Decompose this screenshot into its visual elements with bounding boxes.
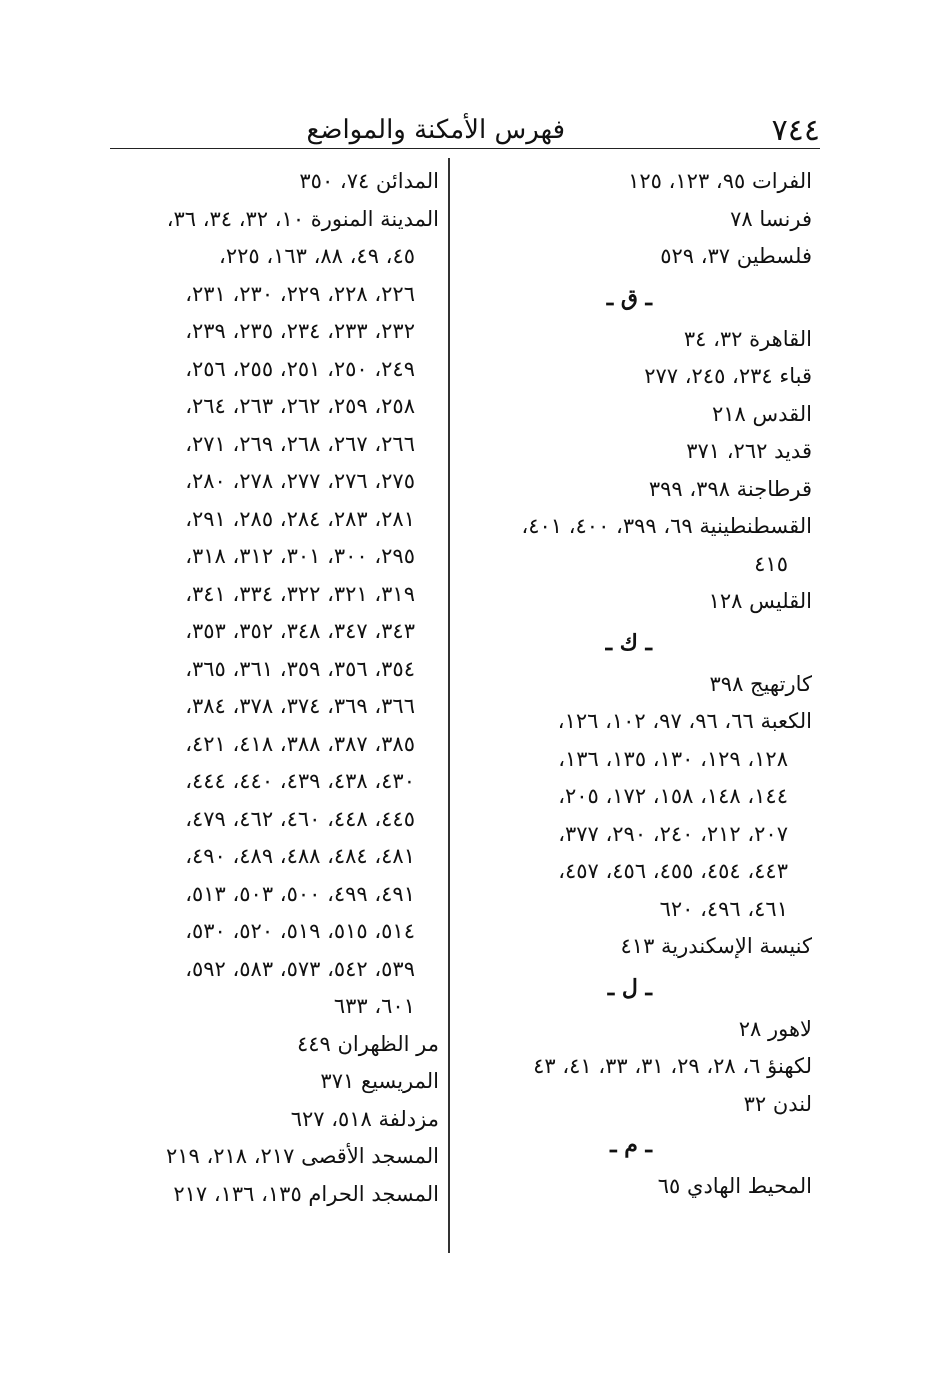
index-entry: قديد ٢٦٢، ٣٧١ bbox=[686, 439, 812, 463]
index-entry-continuation: ١٢٨، ١٢٩، ١٣٠، ١٣٥، ١٣٦، bbox=[558, 746, 788, 771]
index-entry-continuation: ١٤٤، ١٤٨، ١٥٨، ١٧٢، ٢٠٥، bbox=[558, 784, 788, 808]
index-entry-continuation: ٤٣٠، ٤٣٨، ٤٣٩، ٤٤٠، ٤٤٤، bbox=[185, 769, 415, 793]
index-column-right bbox=[482, 163, 812, 1206]
index-entry-continuation: ٣١٩، ٣٢١، ٣٢٢، ٣٣٤، ٣٤١، bbox=[185, 581, 415, 606]
index-entry: الكعبة ٦٦، ٩٦، ٩٧، ١٠٢، ١٢٦، bbox=[557, 709, 812, 733]
index-entry: مزدلفة ٥١٨، ٦٢٧ bbox=[290, 1106, 439, 1131]
index-entry-continuation: ٢٨١، ٢٨٣، ٢٨٤، ٢٨٥، ٢٩١، bbox=[185, 506, 415, 531]
index-entry-continuation: ٦٠١، ٦٣٣ bbox=[333, 994, 415, 1018]
index-entry-continuation: ٥١٤، ٥١٥، ٥١٩، ٥٢٠، ٥٣٠، bbox=[185, 919, 415, 943]
index-entry-continuation: ٣٦٦، ٣٦٩، ٣٧٤، ٣٧٨، ٣٨٤، bbox=[185, 694, 415, 718]
index-entry: المسجد الحرام ١٣٥، ١٣٦، ٢١٧ bbox=[173, 1181, 439, 1206]
letter-heading: ـ م ـ bbox=[610, 1132, 652, 1158]
index-entry: القاهرة ٣٢، ٣٤ bbox=[683, 326, 812, 351]
index-entry: مر الظهران ٤٤٩ bbox=[296, 1031, 439, 1056]
index-entry: كارتهيج ٣٩٨ bbox=[709, 671, 812, 696]
index-entry: المريسيع ٣٧١ bbox=[320, 1069, 439, 1093]
column-divider bbox=[448, 158, 450, 1253]
index-entry-continuation: ٣٤٣، ٣٤٧، ٣٤٨، ٣٥٢، ٣٥٣، bbox=[185, 619, 415, 643]
index-entry: لندن ٣٢ bbox=[743, 1091, 812, 1116]
index-entry-continuation: ٢٥٨، ٢٥٩، ٢٦٢، ٢٦٣، ٢٦٤، bbox=[185, 394, 415, 418]
index-entry: كنيسة الإسكندرية ٤١٣ bbox=[620, 934, 812, 958]
index-entry: فلسطين ٣٧، ٥٢٩ bbox=[660, 244, 812, 268]
index-entry-continuation: ٤٨١، ٤٨٤، ٤٨٨، ٤٨٩، ٤٩٠، bbox=[185, 844, 415, 868]
index-entry-continuation: ٤٩١، ٤٩٩، ٥٠٠، ٥٠٣، ٥١٣، bbox=[185, 881, 415, 906]
index-entry: المدينة المنورة ١٠، ٣٢، ٣٤، ٣٦، bbox=[166, 206, 439, 231]
index-entry: فرنسا ٧٨ bbox=[730, 206, 812, 231]
index-entry-continuation: ٢٦٦، ٢٦٧، ٢٦٨، ٢٦٩، ٢٧١، bbox=[185, 431, 415, 456]
index-column-left bbox=[99, 163, 439, 1213]
index-entry-continuation: ٤١٥ bbox=[754, 551, 788, 576]
index-entry-continuation: ٢٤٩، ٢٥٠، ٢٥١، ٢٥٥، ٢٥٦، bbox=[185, 356, 415, 381]
index-entry: المحيط الهادي ٦٥ bbox=[657, 1174, 812, 1198]
index-entry: المدائن ٧٤، ٣٥٠ bbox=[299, 169, 439, 193]
page-number: ٧٤٤ bbox=[771, 113, 820, 148]
page-title: فهرس الأمكنة والمواضع bbox=[306, 115, 565, 145]
index-entry: قباء ٢٣٤، ٢٤٥، ٢٧٧ bbox=[644, 364, 812, 388]
letter-heading: ـ ك ـ bbox=[605, 629, 652, 656]
index-entry: القسطنطينية ٦٩، ٣٩٩، ٤٠٠، ٤٠١، bbox=[521, 514, 812, 538]
page-header bbox=[110, 108, 820, 149]
index-entry: الفرات ٩٥، ١٢٣، ١٢٥ bbox=[628, 169, 812, 193]
index-entry-continuation: ٢٩٥، ٣٠٠، ٣٠١، ٣١٢، ٣١٨، bbox=[185, 544, 415, 568]
index-entry: المسجد الأقصى ٢١٧، ٢١٨، ٢١٩ bbox=[165, 1144, 439, 1168]
letter-heading: ـ ل ـ bbox=[607, 974, 652, 1001]
letter-heading: ـ ق ـ bbox=[606, 284, 652, 311]
index-entry: لاهور ٢٨ bbox=[738, 1016, 812, 1041]
index-entry-continuation: ٥٣٩، ٥٤٢، ٥٧٣، ٥٨٣، ٥٩٢، bbox=[185, 956, 415, 981]
index-entry-continuation: ٢٢٦، ٢٢٨، ٢٢٩، ٢٣٠، ٢٣١، bbox=[185, 281, 415, 306]
index-entry-continuation: ٤٤٥، ٤٤٨، ٤٦٠، ٤٦٢، ٤٧٩، bbox=[185, 806, 415, 831]
index-entry-continuation: ٣٨٥، ٣٨٧، ٣٨٨، ٤١٨، ٤٢١، bbox=[185, 731, 415, 756]
index-entry-continuation: ٤٥، ٤٩، ٨٨، ١٦٣، ٢٢٥، bbox=[219, 244, 415, 268]
index-entry-continuation: ٢٧٥، ٢٧٦، ٢٧٧، ٢٧٨، ٢٨٠، bbox=[185, 469, 415, 493]
index-entry: قرطاجنة ٣٩٨، ٣٩٩ bbox=[648, 476, 812, 501]
index-entry: القليس ١٢٨ bbox=[708, 589, 812, 613]
index-entry-continuation: ٤٤٣، ٤٥٤، ٤٥٥، ٤٥٦، ٤٥٧، bbox=[558, 859, 788, 883]
index-entry-continuation: ٤٦١، ٤٩٦، ٦٢٠ bbox=[659, 896, 788, 921]
index-entry: لكهنؤ ٦، ٢٨، ٢٩، ٣١، ٣٣، ٤١، ٤٣ bbox=[533, 1054, 812, 1078]
index-entry: القدس ٢١٨ bbox=[711, 401, 812, 426]
index-entry-continuation: ٢٠٧، ٢١٢، ٢٤٠، ٢٩٠، ٣٧٧، bbox=[558, 821, 788, 846]
index-entry-continuation: ٣٥٤، ٣٥٦، ٣٥٩، ٣٦١، ٣٦٥، bbox=[185, 656, 415, 681]
index-entry-continuation: ٢٣٢، ٢٣٣، ٢٣٤، ٢٣٥، ٢٣٩، bbox=[185, 319, 415, 343]
